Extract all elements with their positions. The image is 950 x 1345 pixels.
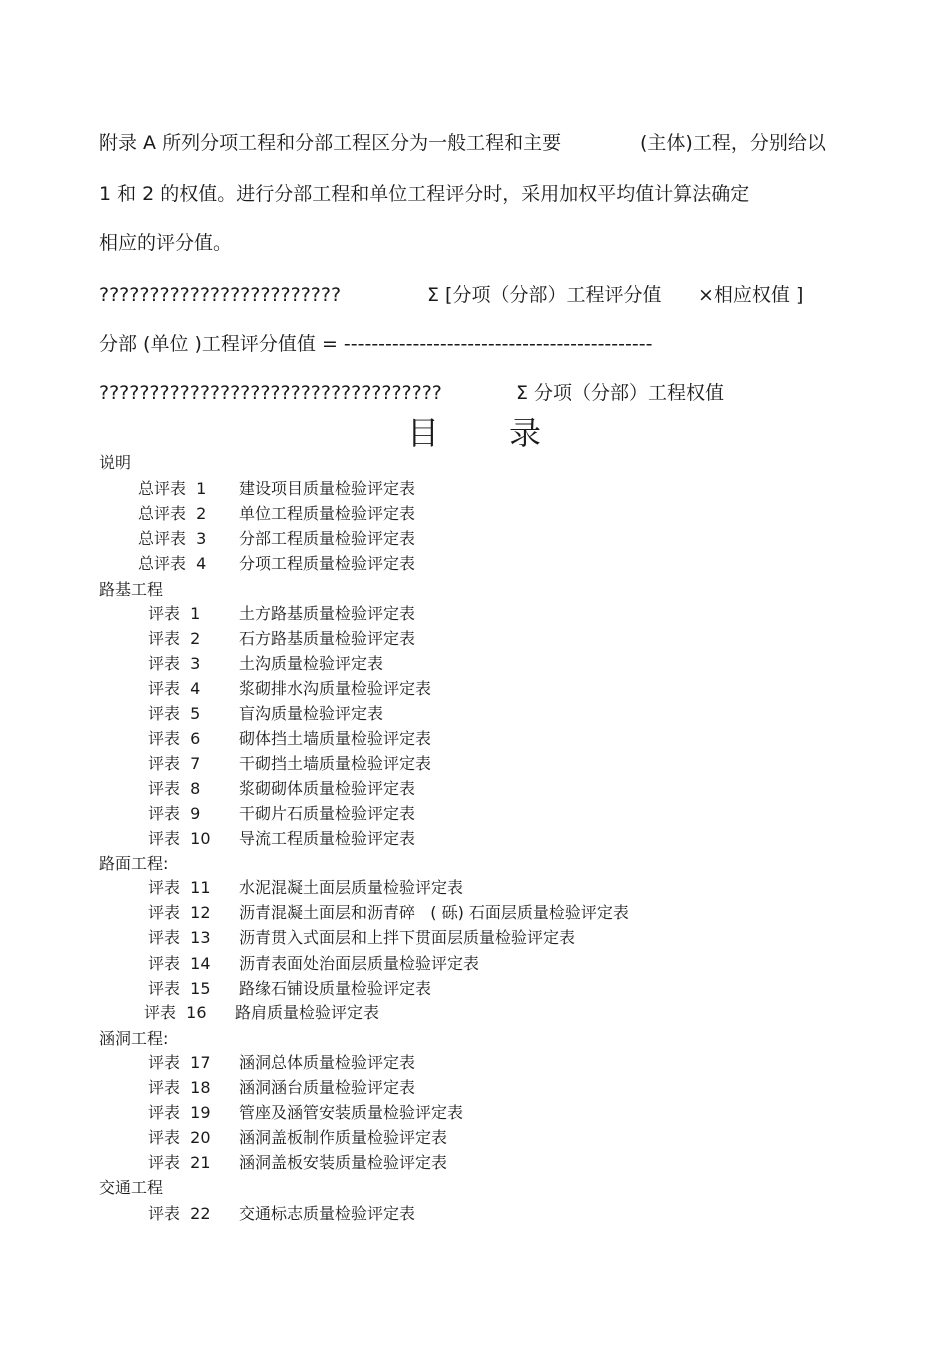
toc-item-title: 单位工程质量检验评定表 <box>239 504 416 523</box>
toc-item-code: 评表 7 <box>148 754 201 773</box>
toc-item-code: 评表 15 <box>148 979 211 998</box>
toc-item-title: 涵洞涵台质量检验评定表 <box>239 1078 416 1097</box>
toc-item-title: 沥青混凝土面层和沥青碎 ( 砾) 石面层质量检验评定表 <box>239 903 629 922</box>
toc-item-code: 评表 2 <box>148 629 201 648</box>
toc-item-title: 土方路基质量检验评定表 <box>239 604 416 623</box>
toc-section-heading: 路基工程 <box>99 580 164 599</box>
toc-item-title: 路肩质量检验评定表 <box>235 1003 380 1022</box>
toc-item-code: 总评表 4 <box>138 554 207 573</box>
toc-item-code: 评表 20 <box>148 1128 211 1147</box>
toc-item-title: 砌体挡土墙质量检验评定表 <box>239 729 432 748</box>
formula-main: 分部 (单位 )工程评分值值 = --------------------------------------------- <box>99 333 653 355</box>
toc-item-code: 评表 4 <box>148 679 201 698</box>
toc-item-title: 管座及涵管安装质量检验评定表 <box>239 1103 464 1122</box>
toc-item-title: 水泥混凝土面层质量检验评定表 <box>239 878 464 897</box>
toc-item-title: 盲沟质量检验评定表 <box>239 704 384 723</box>
intro-line-3: 相应的评分值。 <box>99 232 233 254</box>
intro-line-1b: (主体)工程，分别给以 <box>640 132 826 154</box>
toc-item-code: 评表 13 <box>148 928 211 947</box>
formula-top-placeholder: ???????????????????????? <box>99 284 342 306</box>
toc-item-code: 评表 17 <box>148 1053 211 1072</box>
toc-item-code: 总评表 1 <box>138 479 207 498</box>
formula-numerator-weight: ×相应权值 ] <box>698 284 804 306</box>
toc-item-title: 涵洞总体质量检验评定表 <box>239 1053 416 1072</box>
toc-item-code: 评表 18 <box>148 1078 211 1097</box>
toc-item-title: 干砌挡土墙质量检验评定表 <box>239 754 432 773</box>
toc-item-code: 评表 5 <box>148 704 201 723</box>
toc-item-title: 交通标志质量检验评定表 <box>239 1204 416 1223</box>
toc-section-heading: 交通工程 <box>99 1178 164 1197</box>
toc-item-code: 总评表 3 <box>138 529 207 548</box>
toc-item-code: 评表 12 <box>148 903 211 922</box>
toc-item-title: 浆砌排水沟质量检验评定表 <box>239 679 432 698</box>
toc-item-code: 评表 1 <box>148 604 201 623</box>
toc-item-title: 导流工程质量检验评定表 <box>239 829 416 848</box>
toc-item-code: 评表 9 <box>148 804 201 823</box>
formula-denominator: Σ 分项（分部）工程权值 <box>516 382 725 404</box>
toc-section-heading: 路面工程: <box>99 854 169 873</box>
toc-item-title: 路缘石铺设质量检验评定表 <box>239 979 432 998</box>
intro-line-2: 1 和 2 的权值。进行分部工程和单位工程评分时，采用加权平均值计算法确定 <box>99 183 750 205</box>
toc-item-title: 建设项目质量检验评定表 <box>239 479 416 498</box>
toc-item-title: 浆砌砌体质量检验评定表 <box>239 779 416 798</box>
toc-item-title: 沥青表面处治面层质量检验评定表 <box>239 954 480 973</box>
toc-item-title: 涵洞盖板制作质量检验评定表 <box>239 1128 448 1147</box>
toc-item-code: 评表 21 <box>148 1153 211 1172</box>
formula-numerator: Σ [分项（分部）工程评分值 <box>427 284 662 306</box>
toc-item-code: 评表 11 <box>148 878 211 897</box>
toc-item-code: 评表 14 <box>148 954 211 973</box>
toc-item-title: 分部工程质量检验评定表 <box>239 529 416 548</box>
toc-item-code: 评表 10 <box>148 829 211 848</box>
toc-item-title: 涵洞盖板安装质量检验评定表 <box>239 1153 448 1172</box>
toc-item-title: 石方路基质量检验评定表 <box>239 629 416 648</box>
formula-bottom-placeholder: ?????????????????????????????????? <box>99 382 442 404</box>
toc-title-char-1: 目 <box>407 414 440 452</box>
toc-item-title: 分项工程质量检验评定表 <box>239 554 416 573</box>
toc-item-title: 沥青贯入式面层和上拌下贯面层质量检验评定表 <box>239 928 576 947</box>
toc-item-code: 评表 3 <box>148 654 201 673</box>
intro-line-1a: 附录 A 所列分项工程和分部工程区分为一般工程和主要 <box>99 132 562 154</box>
toc-item-code: 评表 22 <box>148 1204 211 1223</box>
toc-item-code: 评表 6 <box>148 729 201 748</box>
toc-title-char-2: 录 <box>509 414 542 452</box>
toc-item-title: 土沟质量检验评定表 <box>239 654 384 673</box>
toc-item-title: 干砌片石质量检验评定表 <box>239 804 416 823</box>
toc-section-heading: 涵洞工程: <box>99 1029 169 1048</box>
toc-item-code: 总评表 2 <box>138 504 207 523</box>
toc-item-code: 评表 19 <box>148 1103 211 1122</box>
toc-item-code: 评表 8 <box>148 779 201 798</box>
toc-section-heading: 说明 <box>99 453 132 472</box>
toc-item-code: 评表 16 <box>144 1003 207 1022</box>
